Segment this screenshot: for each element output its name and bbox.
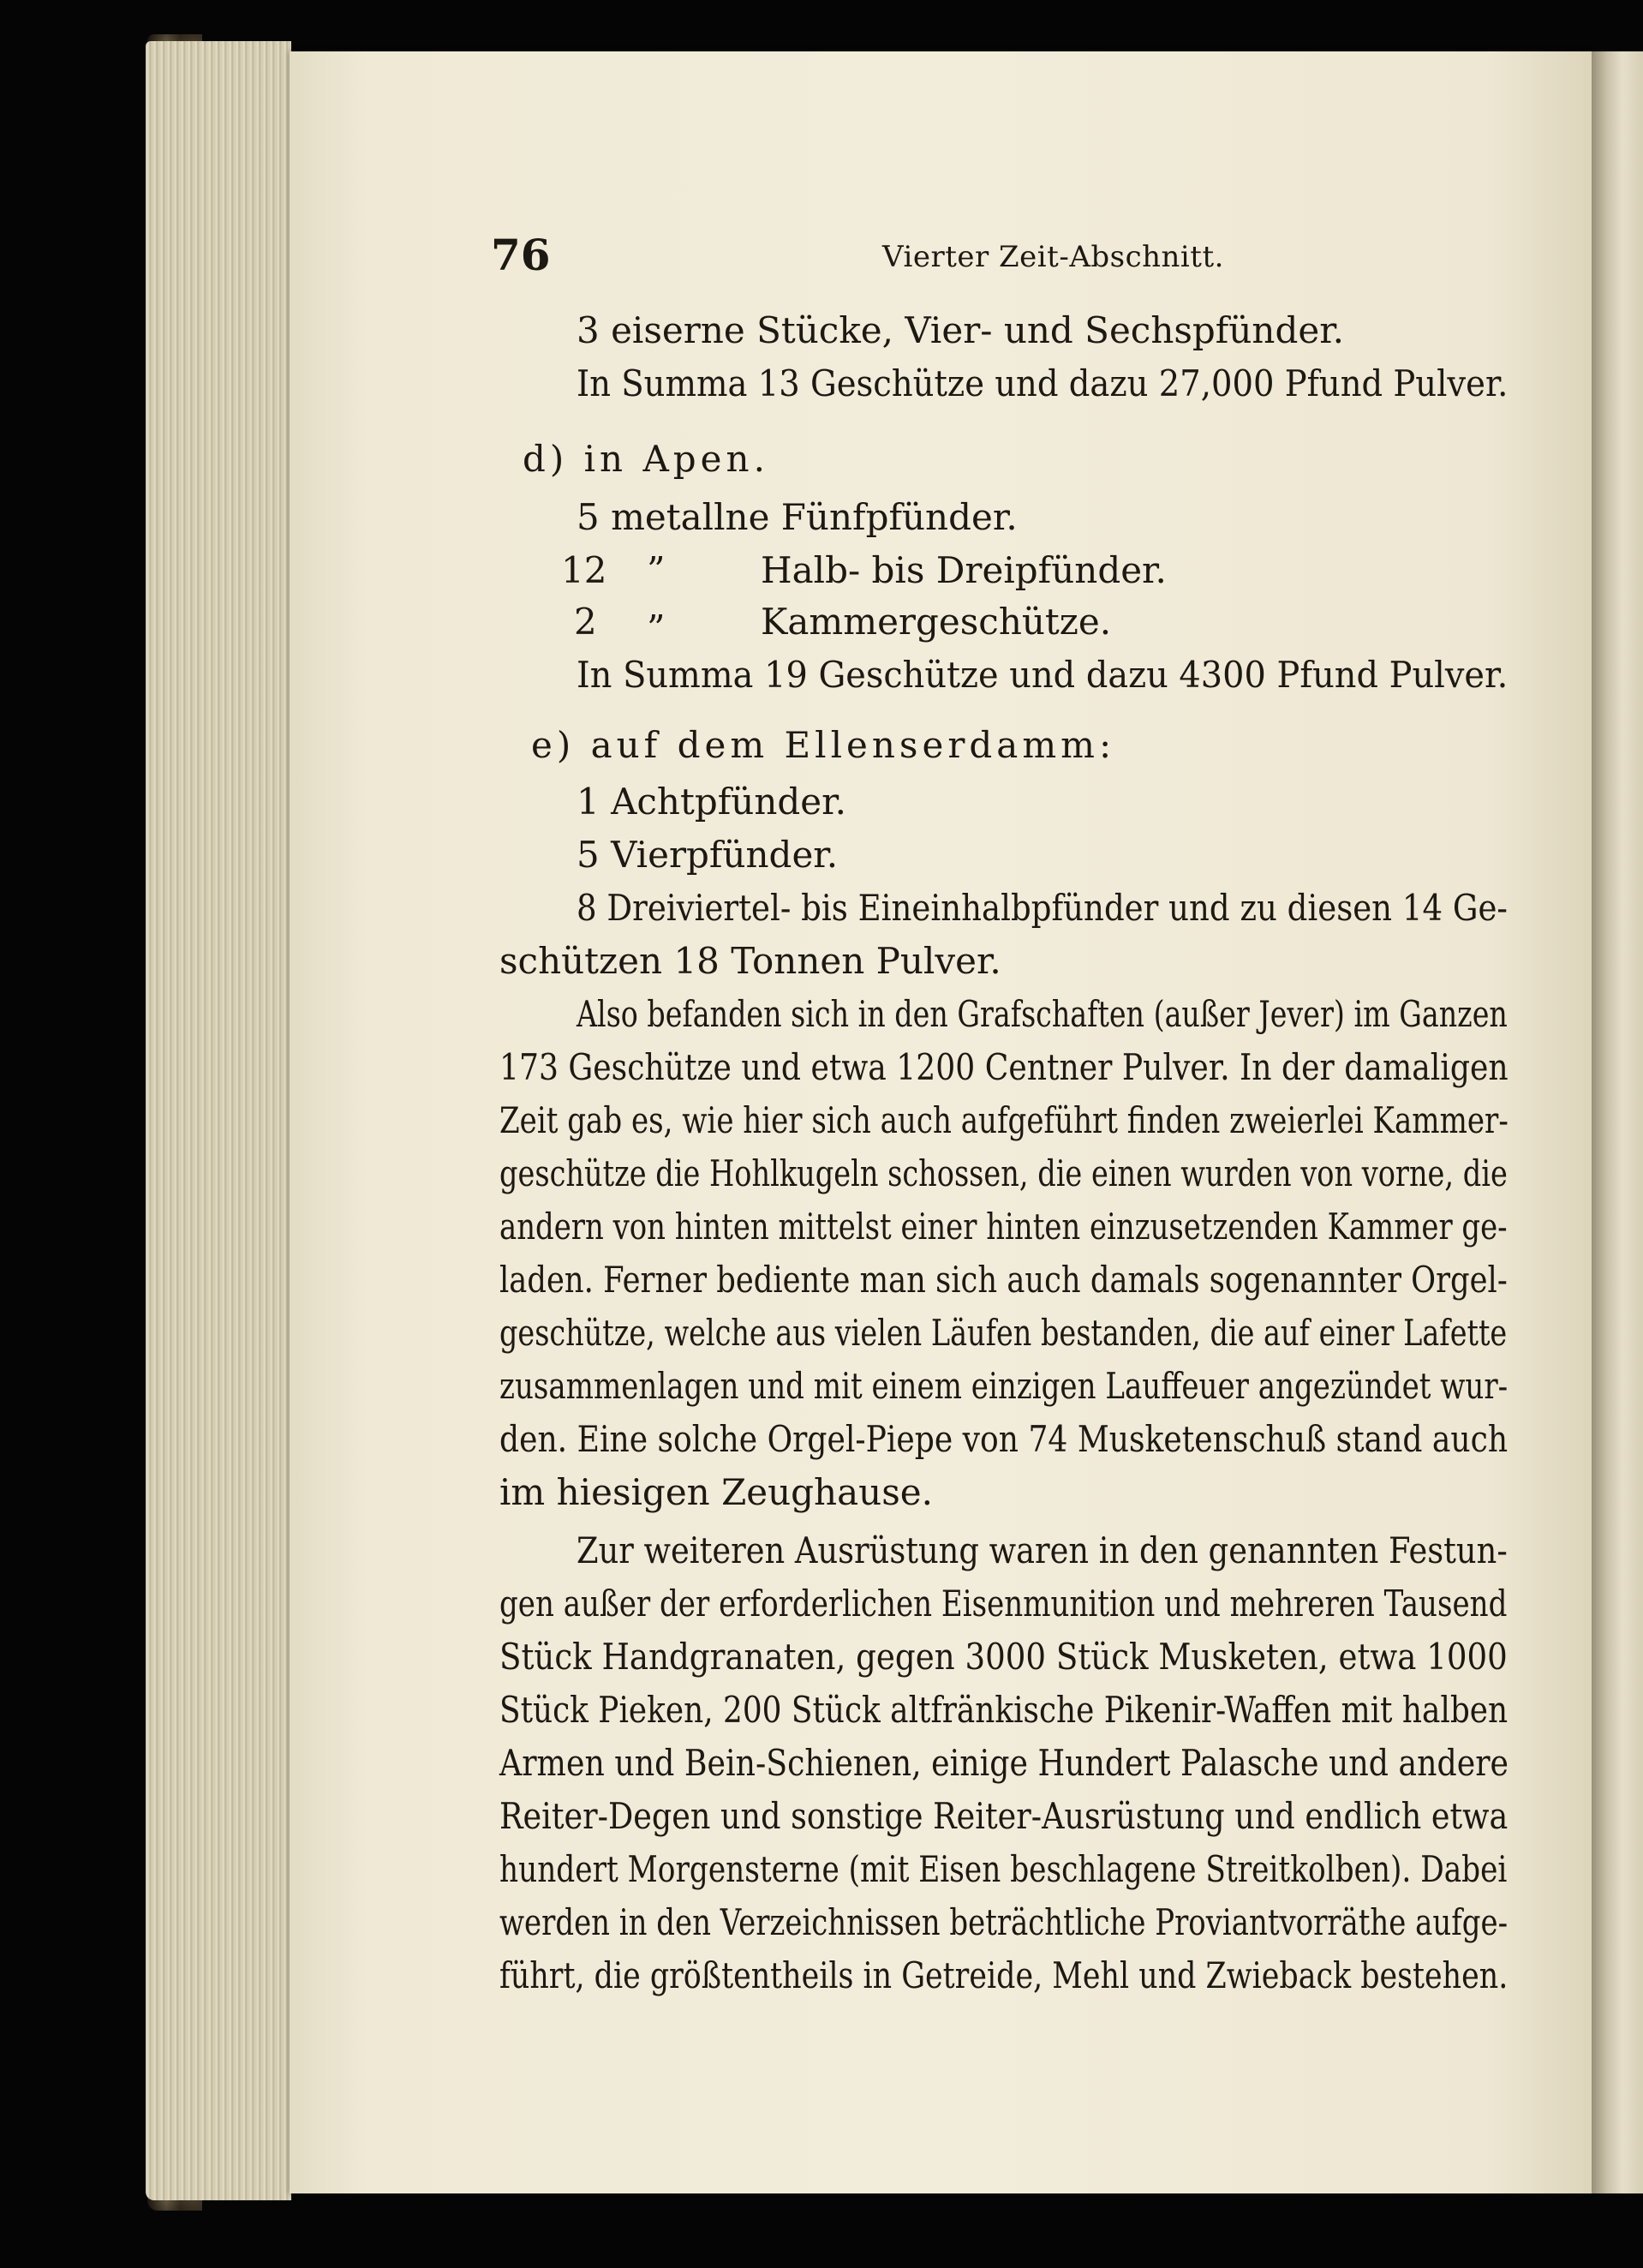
text-line: den. Eine solche Orgel-Piepe von 74 Musketenschuß stand auch [499,1418,1509,1460]
text-line: 8 Dreiviertel- bis Eineinhalbpfünder und zu diesen 14 Ge- [577,887,1508,929]
running-title: Vierter Zeit-Abschnitt. [882,240,1224,274]
ditto-mark: ” [647,607,666,649]
text-line: 5 metallne Fünfpfünder. [577,496,1018,538]
text-line: Armen und Bein-Schienen, einige Hundert Palasche und andere [499,1742,1509,1784]
text-line: hundert Morgensterne (mit Eisen beschlagene Streitkolben). Dabei [499,1848,1508,1890]
text-line: Stück Pieken, 200 Stück altfränkische Pikenir-Waffen mit halben [499,1689,1509,1731]
ditto-mark: ” [647,549,666,591]
section-heading: d) in Apen. [523,438,769,480]
page-number: 76 [491,230,551,280]
text-line: In Summa 19 Geschütze und dazu 4300 Pfund Pulver. [577,654,1509,696]
text-line: werden in den Verzeichnissen beträchtliche Proviantvorräthe aufge- [499,1901,1509,1943]
text-line: Halb- bis Dreipfünder. [761,549,1167,591]
page-edges [146,41,291,2200]
text-line: Stück Handgranaten, gegen 3000 Stück Musketen, etwa 1000 [499,1636,1508,1678]
list-quantity: 2 [574,601,597,643]
text-line: geschütze die Hohlkugeln schossen, die einen wurden von vorne, die [499,1152,1508,1194]
text-line: zusammenlagen und mit einem einzigen Lauffeuer angezündet wur- [499,1365,1509,1407]
text-line: 3 eiserne Stücke, Vier- und Sechspfünder. [577,309,1345,351]
text-line: 5 Vierpfünder. [577,834,839,876]
list-quantity: 12 [561,549,607,591]
text-line: 1 Achtpfünder. [577,781,846,823]
text-line: Zur weiteren Ausrüstung waren in den genannten Festun- [577,1529,1508,1571]
text-line: Also befanden sich in den Grafschaften (außer Jever) im Ganzen [577,993,1508,1035]
text-line: andern von hinten mittelst einer hinten einzusetzenden Kammer ge- [499,1206,1508,1248]
text-line: geschütze, welche aus vielen Läufen bestanden, die auf einer Lafette [499,1312,1508,1354]
section-heading: e) auf dem Ellenserdamm: [531,724,1116,766]
text-line: 173 Geschütze und etwa 1200 Centner Pulver. In der damaligen [499,1046,1509,1088]
text-line: schützen 18 Tonnen Pulver. [499,940,1001,982]
text-line: In Summa 13 Geschütze und dazu 27,000 Pfund Pulver. [577,362,1509,404]
text-line: gen außer der erforderlichen Eisenmunition und mehreren Tausend [499,1583,1508,1625]
text-line: im hiesigen Zeughause. [499,1471,933,1513]
text-line: laden. Ferner bediente man sich auch damals sogenannter Orgel- [499,1259,1508,1301]
text-line: Zeit gab es, wie hier sich auch aufgeführt finden zweierlei Kammer- [499,1099,1509,1141]
book-gutter [1592,51,1643,2193]
text-line: Reiter-Degen und sonstige Reiter-Ausrüstung und endlich etwa [499,1795,1509,1837]
text-line: Kammergeschütze. [761,601,1112,643]
text-line: führt, die größtentheils in Getreide, Mehl und Zwieback bestehen. [499,1954,1509,1996]
